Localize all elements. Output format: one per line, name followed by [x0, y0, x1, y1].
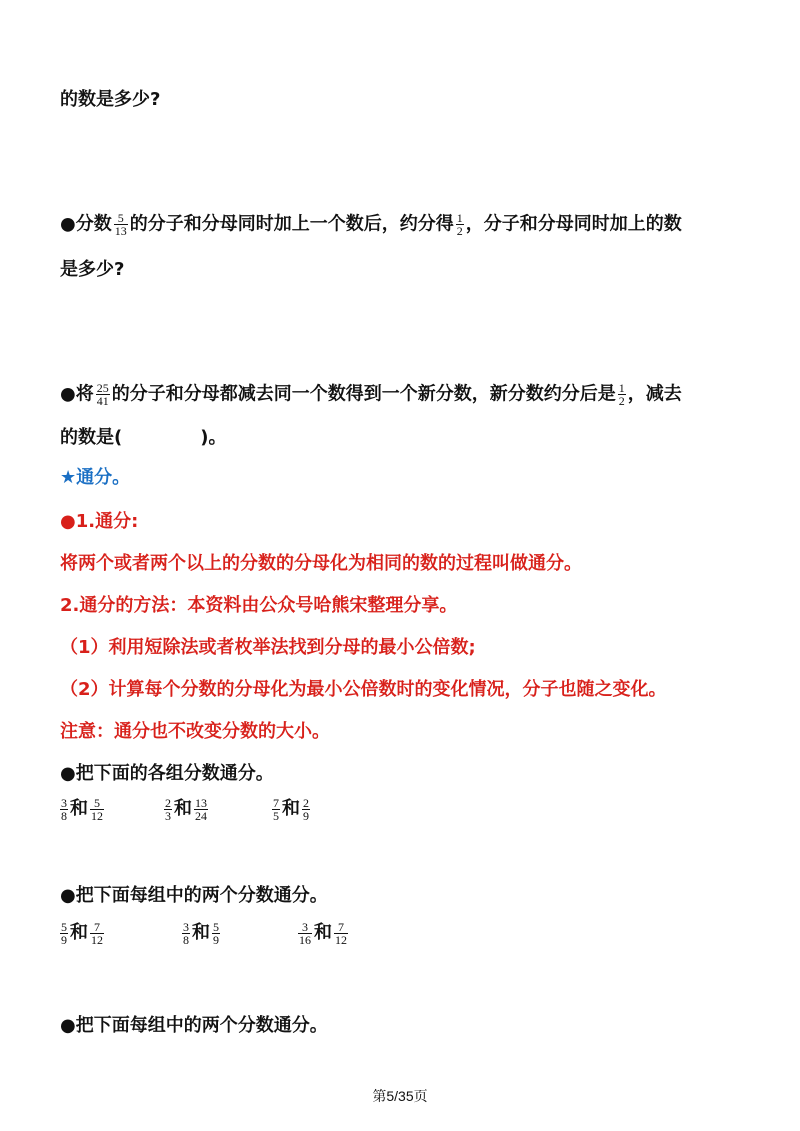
denominator: 12: [335, 932, 347, 947]
note: 注意：通分也不改变分数的大小。: [60, 721, 330, 742]
numerator: 2: [303, 795, 309, 810]
q2-text-a: 将: [75, 383, 94, 405]
denominator: 41: [96, 394, 109, 408]
numerator: 2: [165, 795, 171, 810]
denominator: 9: [303, 808, 309, 823]
numerator: 7: [273, 795, 279, 810]
fraction-pair: [162, 794, 210, 822]
and-text: 和: [174, 798, 192, 819]
q2-text-c: ，减去: [627, 383, 682, 405]
denominator: 9: [213, 932, 219, 947]
exercise-1-title: ●把下面的各组分数通分。: [60, 763, 274, 784]
fraction: [60, 797, 68, 822]
denominator: 8: [183, 932, 189, 947]
fraction-pair: [270, 794, 312, 822]
denominator: 13: [114, 224, 127, 238]
numerator: 5: [213, 919, 219, 934]
method-step-2: （2）计算每个分数的分母化为最小公倍数时的变化情况，分子也随之变化。: [60, 679, 667, 700]
denominator: 5: [273, 808, 279, 823]
denominator: 24: [195, 808, 207, 823]
numerator: 3: [61, 795, 67, 810]
fraction-pair: [180, 918, 222, 946]
denominator: 2: [618, 394, 625, 408]
and-text: 和: [192, 922, 210, 943]
numerator: 3: [183, 919, 189, 934]
question-1-cont: 是多少?: [60, 259, 125, 280]
fraction: [114, 212, 128, 237]
fraction: [182, 921, 190, 946]
fraction: [212, 921, 220, 946]
and-text: 和: [282, 798, 300, 819]
denominator: 2: [456, 224, 463, 238]
question-2-cont: [60, 426, 226, 450]
numerator: 7: [94, 919, 100, 934]
exercise-3-title: ●把下面每组中的两个分数通分。: [60, 1015, 328, 1036]
q2-text-d1: 的数是(: [60, 427, 123, 448]
numerator: 3: [302, 919, 308, 934]
and-text: 和: [70, 922, 88, 943]
q1-text-c: ，分子和分母同时加上的数: [465, 213, 682, 235]
fraction: [164, 797, 172, 822]
fraction-pair: [296, 918, 350, 946]
denominator: 12: [91, 932, 103, 947]
fraction: [618, 382, 626, 407]
and-text: 和: [314, 922, 332, 943]
fraction: [96, 382, 110, 407]
denominator: 16: [299, 932, 311, 947]
denominator: 3: [165, 808, 171, 823]
page-number: 第5/35页: [372, 1088, 428, 1104]
question-2: [60, 382, 682, 407]
concept-heading: ●1.通分:: [60, 511, 139, 532]
numerator: 5: [61, 919, 67, 934]
fraction: [334, 921, 348, 946]
fraction: [60, 921, 68, 946]
numerator: 5: [117, 211, 124, 225]
question-1: [60, 212, 682, 237]
fraction-pair: [58, 794, 106, 822]
q1-text-a: 分数: [75, 213, 112, 235]
denominator: 12: [91, 808, 103, 823]
denominator: 9: [61, 932, 67, 947]
method-step-1: （1）利用短除法或者枚举法找到分母的最小公倍数;: [60, 637, 476, 658]
fraction: [298, 921, 312, 946]
numerator: 13: [195, 795, 207, 810]
section-title: ★通分。: [60, 467, 131, 488]
continued-question-text: 的数是多少?: [60, 89, 161, 110]
method-heading: 2.通分的方法：本资料由公众号哈熊宋整理分享。: [60, 595, 458, 616]
q2-text-b: 的分子和分母都减去同一个数得到一个新分数，新分数约分后是: [111, 383, 616, 405]
fraction: [302, 797, 310, 822]
numerator: 1: [456, 211, 463, 225]
numerator: 7: [338, 919, 344, 934]
fraction-pair: [58, 918, 106, 946]
q2-text-d2: )。: [200, 427, 227, 448]
numerator: 25: [96, 381, 109, 395]
denominator: 8: [61, 808, 67, 823]
numerator: 1: [618, 381, 625, 395]
bullet: ●: [60, 383, 76, 405]
fraction: [194, 797, 208, 822]
fraction: [90, 797, 104, 822]
concept-definition: 将两个或者两个以上的分数的分母化为相同的数的过程叫做通分。: [60, 553, 582, 574]
q1-text-b: 的分子和分母同时加上一个数后，约分得: [129, 213, 454, 235]
exercise-2-title: ●把下面每组中的两个分数通分。: [60, 885, 328, 906]
fraction: [272, 797, 280, 822]
bullet: ●: [60, 213, 76, 235]
numerator: 5: [94, 795, 100, 810]
fraction: [90, 921, 104, 946]
fraction: [456, 212, 464, 237]
and-text: 和: [70, 798, 88, 819]
